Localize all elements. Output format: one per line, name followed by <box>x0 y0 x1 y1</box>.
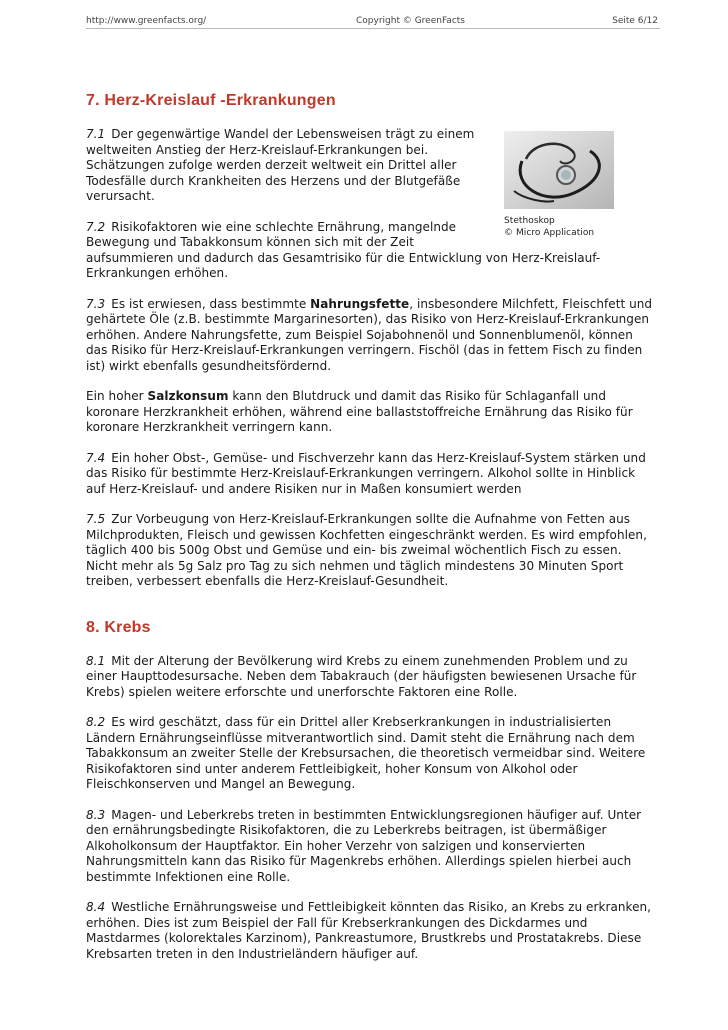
paragraph-text-cont: , insbesondere Milchfett, Fleischfett und gehärtete Öle (z.B. bestimmte Margarinesorten), das Risiko von Herz-Kreislauf-Erkrankungen erhöhen. Andere Nahrungsfette, zum Beispiel Sojabohnenöl und Sonnenblumenöl, können das Risiko für Herz-Kreislauf-Erkrankungen verringern. Fischöl (das in fettem Fisch zu finden ist) wirkt ebenfalls gesundheitsfördernd. <box>86 296 653 373</box>
section-8-title: 8. Krebs <box>86 618 151 636</box>
keyword-nahrungsfette: Nahrungsfette <box>310 296 410 311</box>
header-url[interactable]: http://www.greenfacts.org/ <box>86 16 207 26</box>
paragraph-number: 8.4 <box>86 900 106 914</box>
paragraph-number: 7.4 <box>86 450 106 465</box>
paragraph-number: 7.2 <box>86 219 106 234</box>
paragraph-8-2 <box>86 715 656 793</box>
stethoscope-image <box>504 131 614 209</box>
paragraph-text-cont: kann den Blutdruck und damit das Risiko für Schlaganfall und koronare Herzkrankheit erhöhen, während eine ballaststoffreiche Ernährung das Risiko für koronare Herzkrankheit verringern kann. <box>86 389 633 434</box>
paragraph-number: 7.5 <box>86 512 106 526</box>
paragraph-7-3 <box>86 297 656 375</box>
paragraph-number: 8.1 <box>86 653 106 668</box>
paragraph-8-1 <box>86 654 656 701</box>
paragraph-text: Risikofaktoren wie eine schlechte Ernährung, mangelnde Bewegung und Tabakkonsum können sich mit der Zeit aufsummieren und dadurch das Gesamtrisiko für die Entwicklung von Herz-Kreislauf-Erkrankungen erhöhen. <box>86 219 601 280</box>
paragraph-7-4 <box>86 451 656 498</box>
paragraph-text: Zur Vorbeugung von Herz-Kreislauf-Erkrankungen sollte die Aufnahme von Fetten aus Milchprodukten, Fleisch und gewissen Kochfetten eingeschränkt werden. Es wird empfohlen, täglich 400 bis 500g Obst und Gemüse und ein- bis zweimal wöchentlich Fisch zu essen. Nicht mehr als 5g Salz pro Tag zu sich nehmen und täglich mindestens 30 Minuten Sport treiben, verbessert ebenfalls die Herz-Kreislauf-Gesundheit. <box>86 512 647 588</box>
paragraph-number: 8.2 <box>86 715 106 729</box>
paragraph-text: Magen- und Leberkrebs treten in bestimmten Entwicklungsregionen häufiger auf. Unter den ernährungsbedingte Risikofaktoren, die zu Leberkrebs beitragen, ist übermäßiger Alkoholkonsum der Hauptfaktor. Ein hoher Verzehr von salzigen und konservierten Nahrungsmitteln kann das Risiko für Magenkrebs erhöhen. Allerdings spielen hierbei auch bestimmte Infektionen eine Rolle. <box>86 807 642 884</box>
stethoscope-icon <box>504 131 614 209</box>
page-header <box>86 12 660 32</box>
figure-caption <box>504 215 616 239</box>
section-7-title: 7. Herz-Kreislauf -Erkrankungen <box>86 92 336 109</box>
paragraph-text: Es wird geschätzt, dass für ein Drittel aller Krebserkrankungen in industrialisierten Ländern Ernährungseinflüsse mitverantwortlich sind. Damit steht die Ernährung nach dem Tabakkonsum an zweiter Stelle der Krebsursachen, die theoretisch vermeidbar sind. Weitere Risikofaktoren sind unter anderem Fettleibigkeit, hoher Konsum von Alkohol oder Fleischkonserven und Mangel an Bewegung. <box>86 715 646 791</box>
document-body <box>86 91 656 977</box>
header-divider <box>86 28 660 29</box>
paragraph-7-5 <box>86 512 656 590</box>
paragraph-text: Westliche Ernährungsweise und Fettleibigkeit könnten das Risiko, an Krebs zu erkranken, erhöhen. Dies ist zum Beispiel der Fall für Krebserkrankungen des Dickdarmes und Mastdarmes (kolorektales Karzinom), Pankreastumore, Brustkrebs und Prostatakrebs. Diese Krebsarten treten in den Industrieländern häufiger auf. <box>86 900 652 961</box>
paragraph-8-3 <box>86 808 656 886</box>
paragraph-text: Ein hoher Obst-, Gemüse- und Fischverzehr kann das Herz-Kreislauf-System stärken und das Risiko für bestimmte Herz-Kreislauf-Erkrankungen verringern. Alkohol sollte in Hinblick auf Herz-Kreislauf- und andere Risiken nur in Maßen konsumiert werden <box>86 450 646 496</box>
header-page-number: Seite 6/12 <box>612 16 658 26</box>
paragraph-number: 8.3 <box>86 807 106 822</box>
paragraph-text: Mit der Alterung der Bevölkerung wird Krebs zu einem zunehmenden Problem und zu einer Haupttodesursache. Neben dem Tabakrauch (der häufigsten bewiesenen Ursache für Krebs) spielen weitere erforschte und unerforschte Faktoren eine Rolle. <box>86 653 637 699</box>
paragraph-text: Es ist erwiesen, dass bestimmte <box>111 296 311 311</box>
stethoscope-figure <box>504 131 616 239</box>
paragraph-text: Ein hoher <box>86 389 148 403</box>
caption-title: Stethoskop <box>504 216 555 226</box>
paragraph-text: Der gegenwärtige Wandel der Lebensweisen trägt zu einem weltweiten Anstieg der Herz-Kreislauf-Erkrankungen bei. Schätzungen zufolge werden derzeit weltweit ein Drittel aller Todesfälle durch Krankheiten des Herzens und der Blutgefäße verursacht. <box>86 127 475 203</box>
paragraph-salz <box>86 389 656 436</box>
paragraph-number: 7.1 <box>86 127 106 141</box>
paragraph-number: 7.3 <box>86 296 106 311</box>
paragraph-8-4 <box>86 900 656 962</box>
caption-credit: © Micro Application <box>504 228 595 238</box>
keyword-salzkonsum: Salzkonsum <box>147 389 229 403</box>
header-copyright: Copyright © GreenFacts <box>356 16 465 26</box>
